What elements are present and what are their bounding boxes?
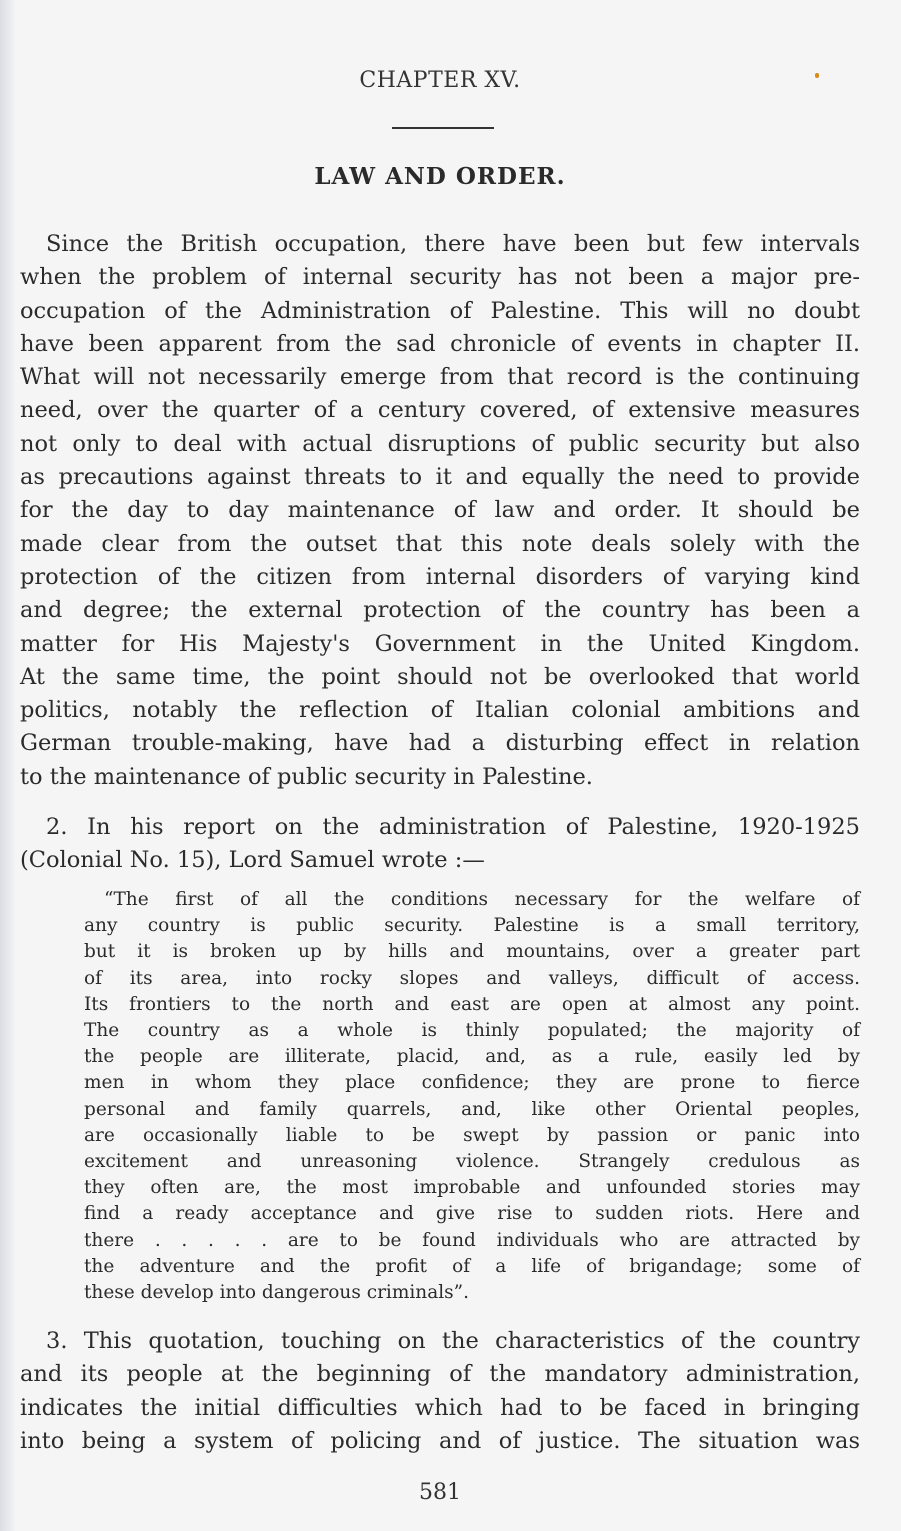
text-line: politics, notably the reflection of Italian colonial ambitions and	[20, 697, 860, 724]
text-line: (Colonial No. 15), Lord Samuel wrote :—	[20, 847, 485, 874]
text-line: German trouble-making, have had a disturbing effect in relation	[20, 730, 860, 757]
paragraph-3	[20, 1325, 860, 1458]
text-line: Since the British occupation, there have been but few intervals	[46, 231, 860, 257]
text-line: not only to deal with actual disruptions of public security but also	[20, 430, 860, 457]
page-edge-shadow	[0, 0, 14, 1531]
text-line: as precautions against threats to it and equally the need to provide	[20, 464, 860, 491]
quote-line: these develop into dangerous criminals”.	[84, 1282, 469, 1304]
quote-line: Its frontiers to the north and east are open at almost any point.	[84, 993, 860, 1015]
block-quotation	[84, 887, 860, 1306]
text-line: indicates the initial difficulties which had to be faced in bringing	[20, 1394, 860, 1421]
text-line: when the problem of internal security has not been a major pre-	[20, 264, 860, 291]
chapter-number: CHAPTER XV.	[359, 68, 521, 93]
quote-line: excitement and unreasoning violence. Strangely credulous as	[84, 1151, 860, 1173]
quote-line: the people are illiterate, placid, and, as a rule, easily led by	[84, 1046, 860, 1068]
quote-line: any country is public security. Palestine is a small territory,	[84, 915, 860, 937]
quote-line: are occasionally liable to be swept by passion or panic into	[84, 1124, 860, 1146]
text-line: occupation of the Administration of Palestine. This will no doubt	[20, 297, 860, 324]
page-number: 581	[419, 1480, 461, 1505]
text-line: and degree; the external protection of the country has been a	[20, 597, 860, 624]
quote-line: find a ready acceptance and give rise to sudden riots. Here and	[84, 1203, 860, 1225]
text-line: matter for His Majesty's Government in the United Kingdom.	[20, 630, 860, 657]
text-line: What will not necessarily emerge from that record is the continuing	[20, 364, 860, 391]
text-line: have been apparent from the sad chronicle of events in chapter II.	[20, 330, 860, 357]
quote-line: personal and family quarrels, and, like other Oriental peoples,	[84, 1098, 860, 1120]
text-line: and its people at the beginning of the mandatory administration,	[20, 1361, 860, 1388]
text-line: for the day to day maintenance of law and order. It should be	[20, 497, 860, 524]
chapter-divider-rule	[392, 127, 494, 129]
text-line: need, over the quarter of a century covered, of extensive measures	[20, 397, 860, 424]
text-line: protection of the citizen from internal disorders of varying kind	[20, 563, 860, 590]
text-line: 2. In his report on the administration of Palestine, 1920-1925	[46, 814, 860, 840]
paragraph-2	[20, 811, 860, 878]
quote-line: there . . . . . are to be found individuals who are attracted by	[84, 1229, 860, 1251]
text-line: At the same time, the point should not be overlooked that world	[20, 663, 860, 690]
quote-line: they often are, the most improbable and unfounded stories may	[84, 1177, 860, 1199]
chapter-title: LAW AND ORDER.	[314, 163, 566, 190]
quote-line: of its area, into rocky slopes and valleys, difficult of access.	[84, 967, 860, 989]
quote-line: “The first of all the conditions necessary for the welfare of	[104, 889, 860, 910]
text-line: made clear from the outset that this note deals solely with the	[20, 530, 860, 557]
paragraph-1	[20, 228, 860, 794]
text-line: into being a system of policing and of justice. The situation was	[20, 1427, 860, 1454]
quote-line: the adventure and the profit of a life of brigandage; some of	[84, 1255, 860, 1277]
quote-line: The country as a whole is thinly populated; the majority of	[84, 1020, 860, 1042]
quote-line: but it is broken up by hills and mountains, over a greater part	[84, 941, 860, 963]
text-line: 3. This quotation, touching on the characteristics of the country	[46, 1328, 860, 1354]
text-line: to the maintenance of public security in Palestine.	[20, 763, 593, 790]
quote-line: men in whom they place confidence; they are prone to fierce	[84, 1072, 860, 1094]
